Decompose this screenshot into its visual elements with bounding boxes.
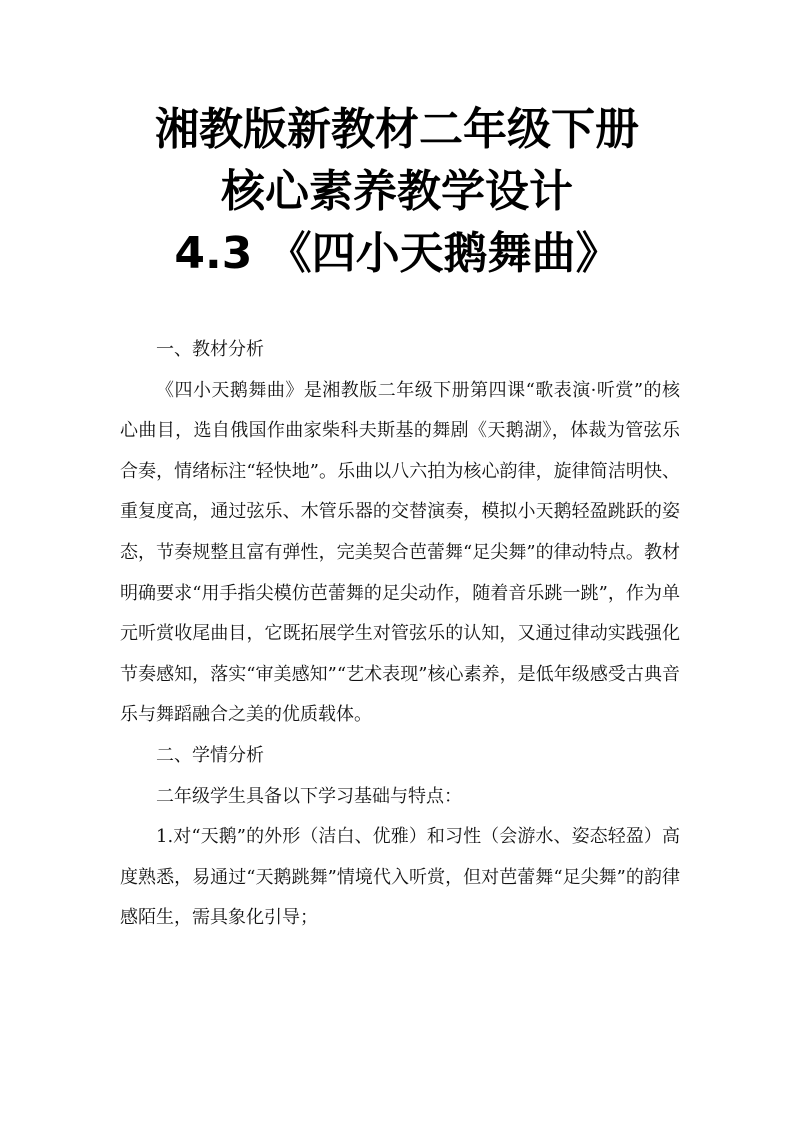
document-title-line-3: 4.3 《四小天鹅舞曲》 bbox=[174, 228, 620, 279]
section-heading-student-analysis: 二、学情分析 bbox=[156, 744, 264, 766]
document-title-line-2: 核心素养教学设计 bbox=[221, 166, 573, 217]
paragraph-student-intro: 二年级学生具备以下学习基础与特点： bbox=[156, 785, 462, 807]
document-body bbox=[120, 330, 680, 939]
paragraph-textbook-analysis: 《四小天鹅舞曲》是湘教版二年级下册第四课“歌表演·听赏”的核心曲目，选自俄国作曲家柴科夫斯基的舞剧《天鹅湖》，体裁为管弦乐合奏，情绪标注“轻快地”。乐曲以八六拍为核心韵律，旋律简洁明快、重复度高，通过弦乐、木管乐器的交替演奏，模拟小天鹅轻盈跳跃的姿态，节奏规整且富有弹性，完美契合芭蕾舞“足尖舞”的律动特点。教材明确要求“用手指尖模仿芭蕾舞的足尖动作，随着音乐跳一跳”，作为单元听赏收尾曲目，它既拓展学生对管弦乐的认知，又通过律动实践强化节奏感知，落实“审美感知”“艺术表现”核心素养，是低年级感受古典音乐与舞蹈融合之美的优质载体。 bbox=[120, 379, 680, 726]
section-heading-textbook-analysis: 一、教材分析 bbox=[156, 339, 264, 360]
document-title-line-1: 湘教版新教材二年级下册 bbox=[155, 104, 639, 155]
list-item-1: 1.对“天鹅”的外形（洁白、优雅）和习性（会游水、姿态轻盈）高度熟悉，易通过“天鹅跳舞”情境代入听赏，但对芭蕾舞“足尖舞”的韵律感陌生，需具象化引导； bbox=[120, 826, 680, 929]
